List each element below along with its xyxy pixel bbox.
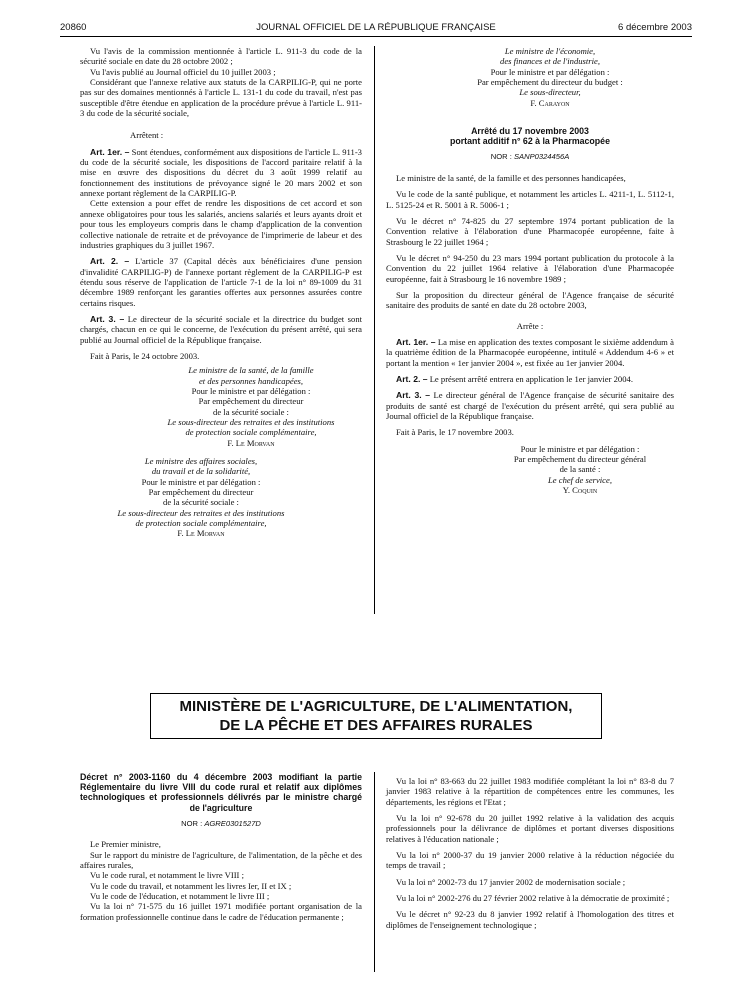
signature-line: Par empêchement du directeur [198, 396, 304, 407]
article-label: Art. 3. – [90, 313, 125, 324]
signature-line: Le chef de service, [548, 474, 612, 485]
column-separator [374, 46, 375, 614]
signatory-name: F. Carayon [530, 97, 570, 108]
article-text: La mise en application des textes composant le sixième addendum à la quatrième édition de la Pharmacopée européenne, intitulé « Addendum 4-6 » et portant la mention « 1er janvier 2004 », est fixée au 1er janvier 2004. [386, 336, 674, 368]
paragraph: Vu la loi n° 2002-73 du 17 janvier 2002 de modernisation sociale ; [396, 876, 626, 887]
signature-line: de la sécurité sociale : [213, 406, 289, 417]
paragraph: Vu la loi n° 2000-37 du 19 janvier 2000 relative à la réduction négociée du temps de travail ; [386, 850, 674, 871]
signature-line: Le sous-directeur, [519, 87, 581, 98]
paragraph: Sur la proposition du directeur général de l'Agence française de sécurité sanitaire des produits de santé en date du 28 octobre 2003, [386, 289, 674, 311]
left-column-top [80, 46, 362, 539]
paragraph: Le ministre de la santé, de la famille et des personnes handicapées, [396, 172, 626, 183]
signature-line: Le sous-directeur des retraites et des institutions [117, 507, 285, 518]
header-rule [60, 36, 692, 37]
article-label: Art. 1er. – [90, 146, 130, 157]
signature-line: Par empêchement du directeur du budget : [477, 77, 623, 88]
decret-right-column [386, 776, 674, 930]
signature-line: et des personnes handicapées, [198, 375, 304, 386]
paragraph: Vu l'avis publié au Journal officiel du 10 juillet 2003 ; [90, 66, 276, 77]
paragraph: Vu l'avis de la commission mentionnée à l'article L. 911-3 du code de la sécurité sociale en date du 28 octobre 2002 ; [80, 46, 362, 67]
nor-reference [386, 152, 674, 162]
paragraph: Considérant que l'annexe relative aux statuts de la CARPILIG-P, qui ne porte pas sur des domaines mentionnés à l'article L. 131-1 du code du travail, n'est pas susceptible d'être étendue en application de la procédure prévue à l'article L. 911-3 du code de la sécurité sociale, [80, 77, 362, 119]
signature-block [80, 456, 362, 539]
signature-date: Fait à Paris, le 24 octobre 2003. [90, 350, 200, 361]
signature-block [386, 46, 674, 108]
signature-line: Pour le ministre et par délégation : [191, 385, 311, 396]
signature-line: de protection sociale complémentaire, [135, 518, 267, 529]
article-label: Art. 1er. – [396, 336, 436, 347]
signature-line: Pour le ministre et par délégation : [490, 66, 610, 77]
decret-title: Décret n° 2003-1160 du 4 décembre 2003 modifiant la partie Réglementaire du livre VIII du code rural et relatif aux diplômes technologiques et professionnels délivrés par le ministre chargé de l'agriculture [80, 772, 362, 813]
signature-line: Le ministre des affaires sociales, [144, 456, 258, 467]
page-number: 20860 [60, 22, 87, 33]
signature-line: Le sous-directeur des retraites et des institutions [167, 417, 335, 427]
paragraph: Vu la loi n° 71-575 du 16 juillet 1971 modifiée portant organisation de la formation professionnelle continue dans le cadre de l'éducation permanente ; [80, 901, 362, 922]
signature-line: du travail et de la solidarité, [151, 466, 251, 477]
signature-line: Le ministre de la santé, de la famille [188, 365, 314, 376]
nor-label: NOR : [490, 152, 512, 162]
arrete-title: Arrêté du 17 novembre 2003 [471, 126, 589, 137]
issue-date: 6 décembre 2003 [618, 22, 692, 33]
article-label: Art. 2. – [90, 256, 130, 267]
article-text: L'article 37 (Capital décès aux bénéficiaires d'une pension d'invalidité CARPILIG-P) de l'annexe portant règlement de la CARPILIG-P est étendu sous réserve de l'application de l'article 7-1 de la loi n° 89-1009 du 31 décembre 1989 renforçant les garanties offertes aux personnes assurées contre certains risques. [80, 256, 362, 308]
article-text: Sont étendues, conformément aux dispositions de l'article L. 911-3 du code de la sécurité sociale, les dispositions de l'accord paritaire relatif à la mise en œuvre des dispositions du décret du 3 août 1999 relatif au fonctionnement des institutions de prévoyance signé le 20 mars 2002 et son annexe portant règlement de la CARPILIG-P. [80, 146, 362, 199]
signature-date: Fait à Paris, le 17 novembre 2003. [396, 427, 514, 438]
signature-line: Par empêchement du directeur [148, 487, 254, 498]
nor-reference [80, 819, 362, 829]
ministry-line: DE LA PÊCHE ET DES AFFAIRES RURALES [219, 717, 533, 734]
ministry-line: MINISTÈRE DE L'AGRICULTURE, DE L'ALIMENTATION, [179, 698, 573, 715]
signature-line: de la sécurité sociale : [163, 497, 239, 508]
signatory-name: F. Le Morvan [227, 437, 275, 448]
paragraph: Vu la loi n° 2002-276 du 27 février 2002 relative à la démocratie de proximité ; [396, 893, 670, 904]
paragraph: Vu le code du travail, et notamment les livres Ier, II et IX ; [90, 880, 292, 891]
signature-line: Le ministre de l'économie, [504, 46, 596, 56]
ministry-heading-box [150, 693, 602, 739]
paragraph: Le Premier ministre, [90, 839, 161, 850]
right-column-top [386, 46, 674, 495]
paragraph: Vu le code de l'éducation, et notamment le livre III ; [90, 890, 270, 901]
signature-line: de la santé : [559, 464, 601, 475]
paragraph: Vu la loi n° 92-678 du 20 juillet 1992 relative à la validation des acquis professionnels pour la délivrance de diplômes et portant diverses dispositions relatives à l'éducation nationale ; [386, 813, 674, 844]
signatory-name: Y. Coquin [562, 485, 598, 496]
arrete-heading: Arrêtent : [130, 130, 164, 141]
article-label: Art. 2. – [396, 373, 428, 384]
signature-line: des finances et de l'industrie, [500, 56, 600, 67]
paragraph: Vu le code de la santé publique, et notamment les articles L. 4211-1, L. 5112-1, L. 5125-24 et R. 5001 à R. 5006-1 ; [386, 189, 674, 210]
paragraph: Vu le décret n° 94-250 du 23 mars 1994 portant publication du protocole à la Convention du 22 juillet 1964 relative à l'élaboration d'une Pharmacopée européenne, fait à Strasbourg le 16 novembre 1989 ; [386, 252, 674, 284]
article-label: Art. 3. – [396, 390, 431, 401]
page-header [60, 22, 692, 36]
paragraph: Vu le code rural, et notamment le livre VIII ; [90, 870, 244, 881]
paragraph: Vu le décret n° 74-825 du 27 septembre 1974 portant publication de la Convention relative à l'élaboration d'une Pharmacopée européenne, faite à Strasbourg le 22 juillet 1964 ; [386, 215, 674, 247]
article-text: Le directeur général de l'Agence française de sécurité sanitaire des produits de santé est chargé de l'exécution du présent arrêté, qui sera publié au Journal officiel de la République française. [386, 390, 674, 421]
arrete-heading: Arrête : [516, 320, 544, 331]
article-text: Le directeur de la sécurité sociale et la directrice du budget sont chargés, chacun en ce qui le concerne, de l'exécution du présent arrêté, qui sera publié au Journal officiel de la République française. [80, 313, 362, 345]
nor-label: NOR : [181, 818, 203, 828]
nor-code: AGRE0301527D [204, 818, 261, 828]
signature-line: de protection sociale complémentaire, [185, 427, 317, 438]
decret-left-column [80, 772, 362, 922]
signature-block [386, 444, 674, 496]
arrete-subtitle: portant additif n° 62 à la Pharmacopée [450, 136, 610, 147]
signature-block [80, 365, 362, 448]
signature-line: Pour le ministre et par délégation : [141, 476, 261, 487]
paragraph: Vu le décret n° 92-23 du 8 janvier 1992 relatif à l'homologation des titres et diplômes de l'enseignement technologique ; [386, 909, 674, 930]
article-text: Le présent arrêté entrera en application le 1er janvier 2004. [429, 373, 633, 384]
journal-title: JOURNAL OFFICIEL DE LA RÉPUBLIQUE FRANÇAISE [256, 22, 496, 33]
signature-line: Pour le ministre et par délégation : [520, 443, 640, 454]
nor-code: SANP0324456A [513, 152, 570, 162]
paragraph: Cette extension a pour effet de rendre les dispositions de cet accord et son annexe obligatoires pour tous les salariés, anciens salariés et leurs ayants droit et pour tous les employeurs compris dans le champ d'application de la convention collective nationale de retraite et de prévoyance de l'imprimerie de labeur et des industries graphiques du 3 juillet 1967. [80, 198, 362, 250]
paragraph: Vu la loi n° 83-663 du 22 juillet 1983 modifiée complétant la loi n° 83-8 du 7 janvier 1983 relative à la répartition de compétences entre les communes, les départements, les régions et l'Etat ; [386, 776, 674, 807]
signature-line: Par empêchement du directeur général [513, 454, 647, 465]
column-separator [374, 772, 375, 972]
paragraph: Sur le rapport du ministre de l'agriculture, de l'alimentation, de la pêche et des affaires rurales, [80, 849, 362, 870]
signatory-name: F. Le Morvan [177, 528, 225, 539]
